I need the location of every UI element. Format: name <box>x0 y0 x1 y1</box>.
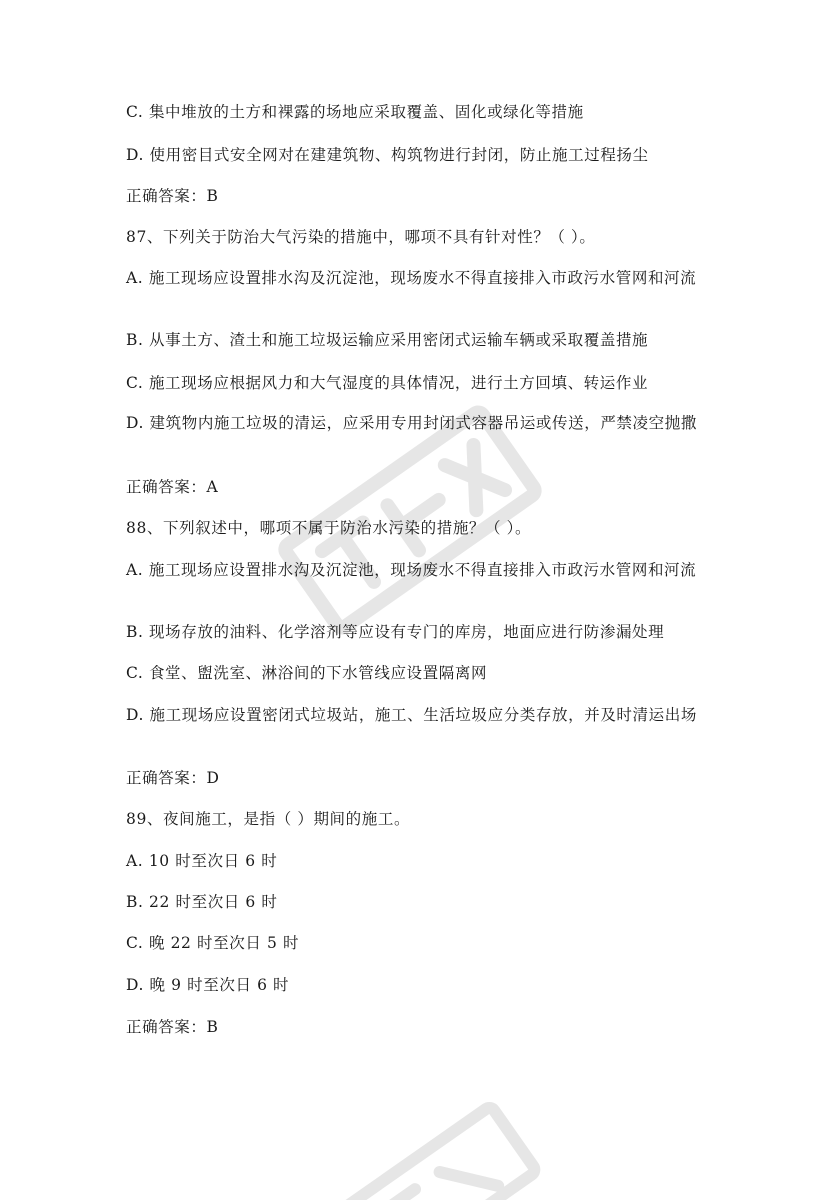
question-89: 89、夜间施工，是指（ ）期间的施工。 <box>126 810 411 828</box>
answer: 正确答案：D <box>126 769 220 787</box>
question-87: 87、下列关于防治大气污染的措施中，哪项不具有针对性？（ ）。 <box>126 228 596 246</box>
option-d: D. 建筑物内施工垃圾的清运，应采用专用封闭式容器吊运或传送，严禁凌空抛撒 <box>126 414 697 432</box>
option-b: B. 从事土方、渣土和施工垃圾运输应采用密闭式运输车辆或采取覆盖措施 <box>126 331 649 349</box>
option-b: B. 现场存放的油料、化学溶剂等应设有专门的库房，地面应进行防渗漏处理 <box>126 623 665 641</box>
option-b: B. 22 时至次日 6 时 <box>126 893 278 911</box>
option-d: D. 使用密目式安全网对在建建筑物、构筑物进行封闭，防止施工过程扬尘 <box>126 146 649 164</box>
answer: 正确答案：B <box>126 1018 219 1036</box>
option-a: A. 10 时至次日 6 时 <box>126 852 278 870</box>
seal-watermark-fragment-icon <box>330 1080 550 1200</box>
option-c: C. 晚 22 时至次日 5 时 <box>126 934 300 952</box>
option-c: C. 施工现场应根据风力和大气湿度的具体情况，进行土方回填、转运作业 <box>126 374 649 392</box>
option-a: A. 施工现场应设置排水沟及沉淀池，现场废水不得直接排入市政污水管网和河流 <box>126 561 697 579</box>
option-d: D. 施工现场应设置密闭式垃圾站，施工、生活垃圾应分类存放，并及时清运出场 <box>126 706 697 724</box>
answer: 正确答案：A <box>126 478 219 496</box>
question-88: 88、下列叙述中，哪项不属于防治水污染的措施？（ ）。 <box>126 519 532 537</box>
option-d: D. 晚 9 时至次日 6 时 <box>126 976 290 994</box>
option-a: A. 施工现场应设置排水沟及沉淀池，现场废水不得直接排入市政污水管网和河流 <box>126 269 697 287</box>
answer: 正确答案：B <box>126 187 219 205</box>
option-c: C. 集中堆放的土方和裸露的场地应采取覆盖、固化或绿化等措施 <box>126 103 584 121</box>
option-c: C. 食堂、盥洗室、淋浴间的下水管线应设置隔离网 <box>126 664 488 682</box>
